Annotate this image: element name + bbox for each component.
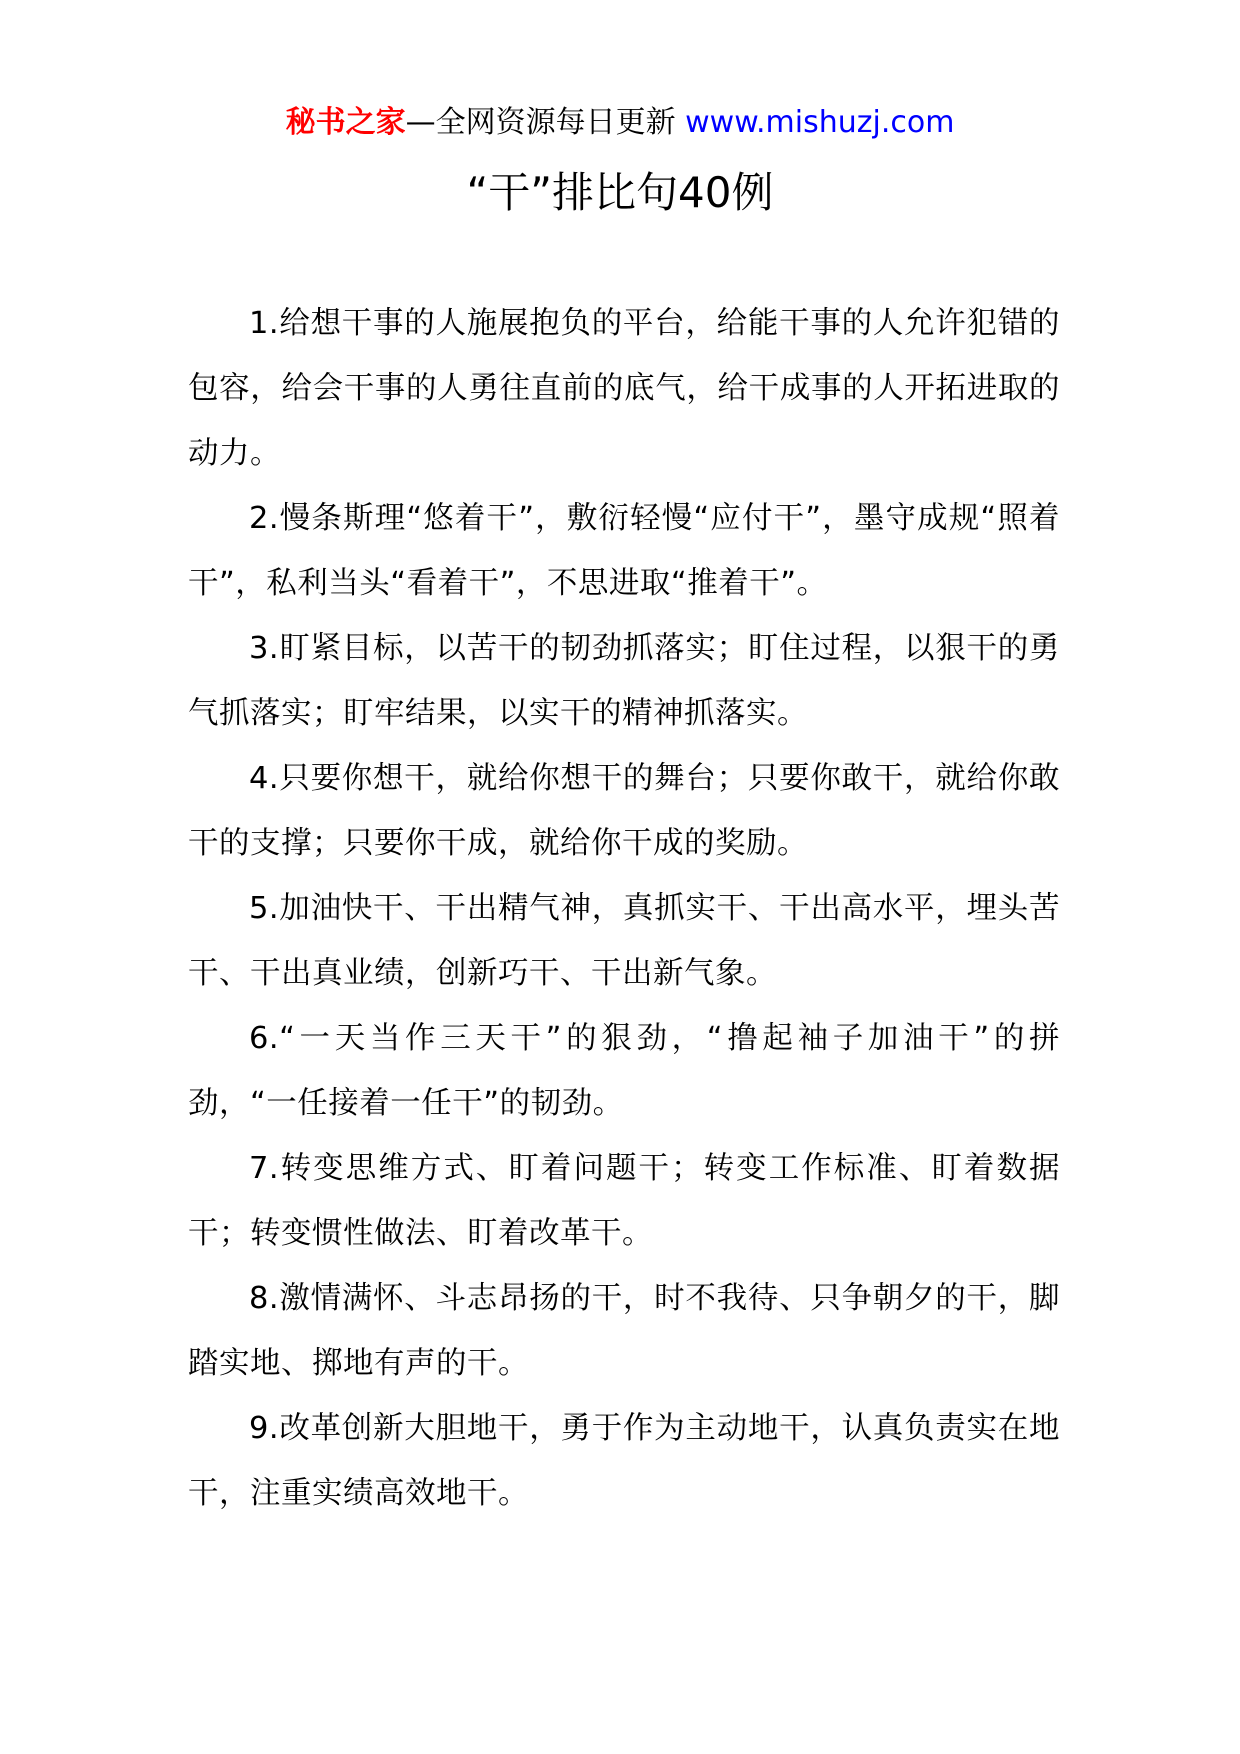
paragraph-8: 8.激情满怀、斗志昂扬的干，时不我待、只争朝夕的干，脚踏实地、掷地有声的干。: [188, 1281, 1060, 1381]
document-body: [188, 291, 1060, 1526]
site-header: [0, 100, 1240, 146]
header-tagline: —全网资源每日更新: [405, 105, 676, 140]
site-url-link[interactable]: www.mishuzj.com: [685, 105, 955, 140]
paragraph-5: 5.加油快干、干出精气神，真抓实干、干出高水平，埋头苦干、干出真业绩，创新巧干、干出新气象。: [188, 891, 1060, 991]
paragraph-9: 9.改革创新大胆地干，勇于作为主动地干，认真负责实在地干，注重实绩高效地干。: [188, 1411, 1060, 1511]
paragraph-7: 7.转变思维方式、盯着问题干；转变工作标准、盯着数据干；转变惯性做法、盯着改革干。: [188, 1151, 1060, 1251]
brand-name: 秘书之家: [285, 105, 406, 140]
document-title: “干”排比句40例: [466, 168, 774, 217]
paragraph-1: 1.给想干事的人施展抱负的平台，给能干事的人允许犯错的包容，给会干事的人勇往直前的底气，给干成事的人开拓进取的动力。: [188, 306, 1060, 471]
paragraph-3: 3.盯紧目标，以苦干的韧劲抓落实；盯住过程，以狠干的勇气抓落实；盯牢结果，以实干的精神抓落实。: [188, 631, 1060, 731]
paragraph-4: 4.只要你想干，就给你想干的舞台；只要你敢干，就给你敢干的支撑；只要你干成，就给你干成的奖励。: [188, 761, 1060, 861]
paragraph-2: 2.慢条斯理“悠着干”，敷衍轻慢“应付干”，墨守成规“照着干”，私利当头“看着干”，不思进取“推着干”。: [188, 501, 1060, 601]
paragraph-6: 6.“一天当作三天干”的狠劲，“撸起袖子加油干”的拼劲，“一任接着一任干”的韧劲。: [188, 1021, 1060, 1121]
